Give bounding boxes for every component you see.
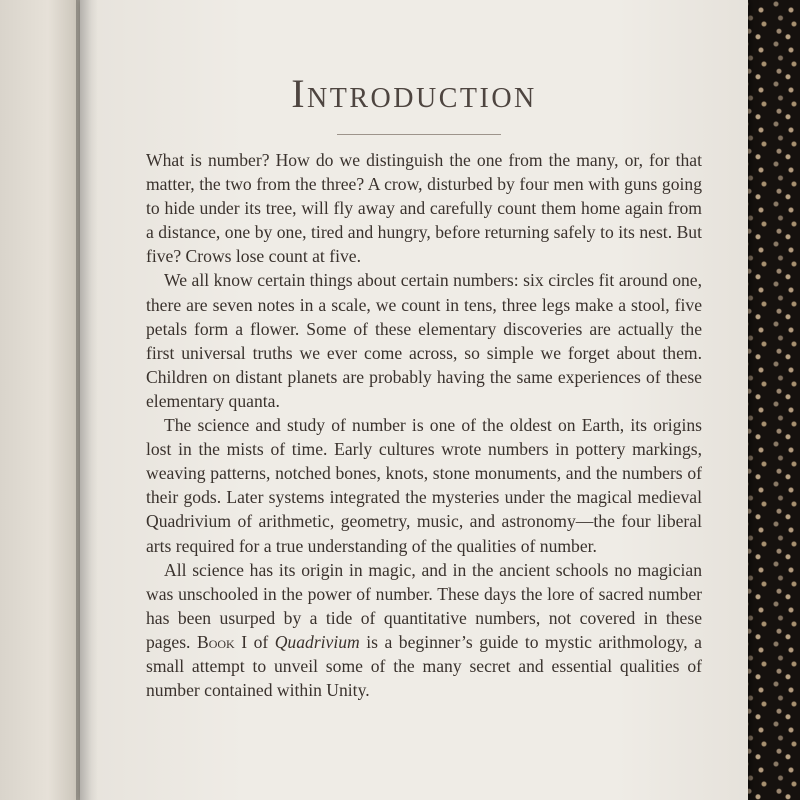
paragraph-4-part-1: All science has its origin in magic, and in the ancient schools no magician was unschooled in the power of number. These days the lore of sacred number has been usurped by a tide of quantitative numbers, not covered in these pages. (146, 559, 702, 652)
quadrivium-title: Quadrivium (274, 631, 360, 652)
left-page-edge (0, 0, 80, 800)
paragraph-3: The science and study of number is one of the oldest on Earth, its origins lost in the mists of time. Early cultures wrote numbers in pottery markings, weaving patterns, notched bones, knots, stone monuments, and the numbers of their gods. Later systems integrated the mysteries under the magical medieval Quadrivium of arithmetic, geometry, music, and astronomy—the four liberal arts required for a true understanding of the qualities of number. (146, 415, 702, 556)
book-page (80, 0, 748, 800)
paragraph-4-part-2: of (247, 631, 275, 652)
title-divider (337, 134, 501, 135)
paragraph-4-part-3: is a beginner’s guide to mystic arithmology, a small attempt to unveil some of the many secret and essential qualities of number contained within Unity. (146, 631, 702, 701)
paragraph-4 (146, 558, 702, 703)
paragraph-1: What is number? How do we distinguish the one from the many, or, for that matter, the two from the three? A crow, disturbed by four men with guns going to hide under its tree, will fly away and carefully count them home again from a distance, one by one, tired and hungry, before returning safely to its nest. But five? Crows lose count at five. (146, 150, 702, 267)
background-fabric (740, 0, 800, 800)
body-text (146, 148, 702, 702)
book-label: Book I (196, 631, 248, 652)
page-title: Introduction (291, 71, 537, 116)
paragraph-2: We all know certain things about certain numbers: six circles fit around one, there are seven notes in a scale, we count in tens, three legs make a stool, five petals form a flower. Some of these elementary discoveries are actually the first universal truths we ever come across, so simple we forget about them. Children on distant planets are probably having the same experiences of these elementary quanta. (146, 270, 702, 411)
book-gutter-shadow (76, 0, 98, 800)
